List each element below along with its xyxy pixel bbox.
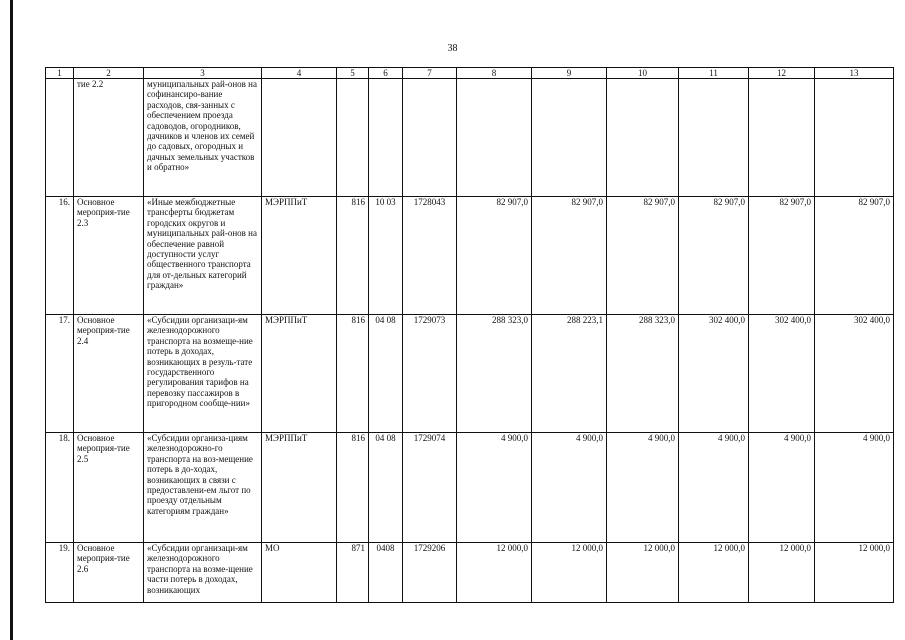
column-header: 8 (457, 68, 532, 79)
row-number: 19. (46, 543, 74, 603)
table-row (46, 433, 894, 543)
csr-code: 1729073 (403, 315, 457, 433)
amount-col-12 (749, 79, 815, 197)
amount-col-9: 4 900,0 (532, 433, 607, 543)
row-number (46, 79, 74, 197)
program-table (45, 67, 894, 603)
amount-col-13 (815, 79, 894, 197)
grbs-code: 871 (337, 543, 369, 603)
event-description: «Субсидии организаци-ям железнодорожного транспорта на возме-щение части потерь в доходах, возникающих (144, 543, 262, 603)
csr-code: 1728043 (403, 197, 457, 315)
column-header: 10 (607, 68, 679, 79)
amount-col-10 (607, 79, 679, 197)
rzpr-code: 04 08 (369, 433, 403, 543)
event-description: муниципальных рай-онов на софинансиро-вание расходов, свя-занных с обеспечением проезда садоводов, огородников, дачников и членов их семей до садовых, огородных и дачных земельных участков и обратно» (144, 79, 262, 197)
amount-col-10: 82 907,0 (607, 197, 679, 315)
csr-code (403, 79, 457, 197)
grbs-code: 816 (337, 197, 369, 315)
column-header: 1 (46, 68, 74, 79)
table-row (46, 543, 894, 603)
amount-col-12: 302 400,0 (749, 315, 815, 433)
amount-col-9: 82 907,0 (532, 197, 607, 315)
column-header: 13 (815, 68, 894, 79)
amount-col-11: 12 000,0 (679, 543, 749, 603)
amount-col-12: 4 900,0 (749, 433, 815, 543)
amount-col-8 (457, 79, 532, 197)
event-description: «Иные межбюджетные трансферты бюджетам городских округов и муниципальных рай-онов на обеспечение равной доступности услуг общественного транспорта для от-дельных категорий граждан» (144, 197, 262, 315)
rzpr-code: 10 03 (369, 197, 403, 315)
amount-col-11: 302 400,0 (679, 315, 749, 433)
column-header: 11 (679, 68, 749, 79)
amount-col-13: 82 907,0 (815, 197, 894, 315)
amount-col-13: 12 000,0 (815, 543, 894, 603)
amount-col-13: 302 400,0 (815, 315, 894, 433)
amount-col-13: 4 900,0 (815, 433, 894, 543)
amount-col-10: 4 900,0 (607, 433, 679, 543)
page-number: 38 (447, 43, 458, 54)
column-header: 6 (369, 68, 403, 79)
csr-code: 1729206 (403, 543, 457, 603)
event-description: «Субсидии организаци-ям железнодорожного транспорта на возмеще-ние потерь в доходах, возникающих в резуль-тате государственного регулирования тарифов на перевозку пассажиров в пригородном сообще-нии» (144, 315, 262, 433)
amount-col-12: 12 000,0 (749, 543, 815, 603)
column-header: 9 (532, 68, 607, 79)
csr-code: 1729074 (403, 433, 457, 543)
executor: МЭРППиТ (262, 433, 337, 543)
amount-col-8: 4 900,0 (457, 433, 532, 543)
table-row (46, 197, 894, 315)
event-name: Основное мероприя-тие 2.3 (74, 197, 144, 315)
amount-col-9 (532, 79, 607, 197)
event-name: Основное мероприя-тие 2.5 (74, 433, 144, 543)
left-margin-bar (10, 0, 13, 640)
amount-col-10: 12 000,0 (607, 543, 679, 603)
amount-col-11 (679, 79, 749, 197)
row-number: 17. (46, 315, 74, 433)
rzpr-code (369, 79, 403, 197)
column-header: 4 (262, 68, 337, 79)
grbs-code: 816 (337, 315, 369, 433)
amount-col-8: 288 323,0 (457, 315, 532, 433)
column-header: 12 (749, 68, 815, 79)
row-number: 18. (46, 433, 74, 543)
column-header: 7 (403, 68, 457, 79)
table-row (46, 315, 894, 433)
executor: МЭРППиТ (262, 197, 337, 315)
amount-col-12: 82 907,0 (749, 197, 815, 315)
executor: МЭРППиТ (262, 315, 337, 433)
event-name: тие 2.2 (74, 79, 144, 197)
amount-col-10: 288 323,0 (607, 315, 679, 433)
amount-col-9: 288 223,1 (532, 315, 607, 433)
executor (262, 79, 337, 197)
amount-col-9: 12 000,0 (532, 543, 607, 603)
column-header: 3 (144, 68, 262, 79)
table-row (46, 79, 894, 197)
grbs-code: 816 (337, 433, 369, 543)
rzpr-code: 0408 (369, 543, 403, 603)
grbs-code (337, 79, 369, 197)
row-number: 16. (46, 197, 74, 315)
executor: МО (262, 543, 337, 603)
event-description: «Субсидии организа-циям железнодорожно-го транспорта на воз-мещение потерь в до-ходах, возникающих в связи с предоставлени-ем льгот по проезду отдельным категориям граждан» (144, 433, 262, 543)
amount-col-8: 82 907,0 (457, 197, 532, 315)
amount-col-8: 12 000,0 (457, 543, 532, 603)
rzpr-code: 04 08 (369, 315, 403, 433)
amount-col-11: 4 900,0 (679, 433, 749, 543)
event-name: Основное мероприя-тие 2.6 (74, 543, 144, 603)
column-header: 2 (74, 68, 144, 79)
event-name: Основное мероприя-тие 2.4 (74, 315, 144, 433)
amount-col-11: 82 907,0 (679, 197, 749, 315)
column-header: 5 (337, 68, 369, 79)
column-number-row (46, 68, 894, 79)
